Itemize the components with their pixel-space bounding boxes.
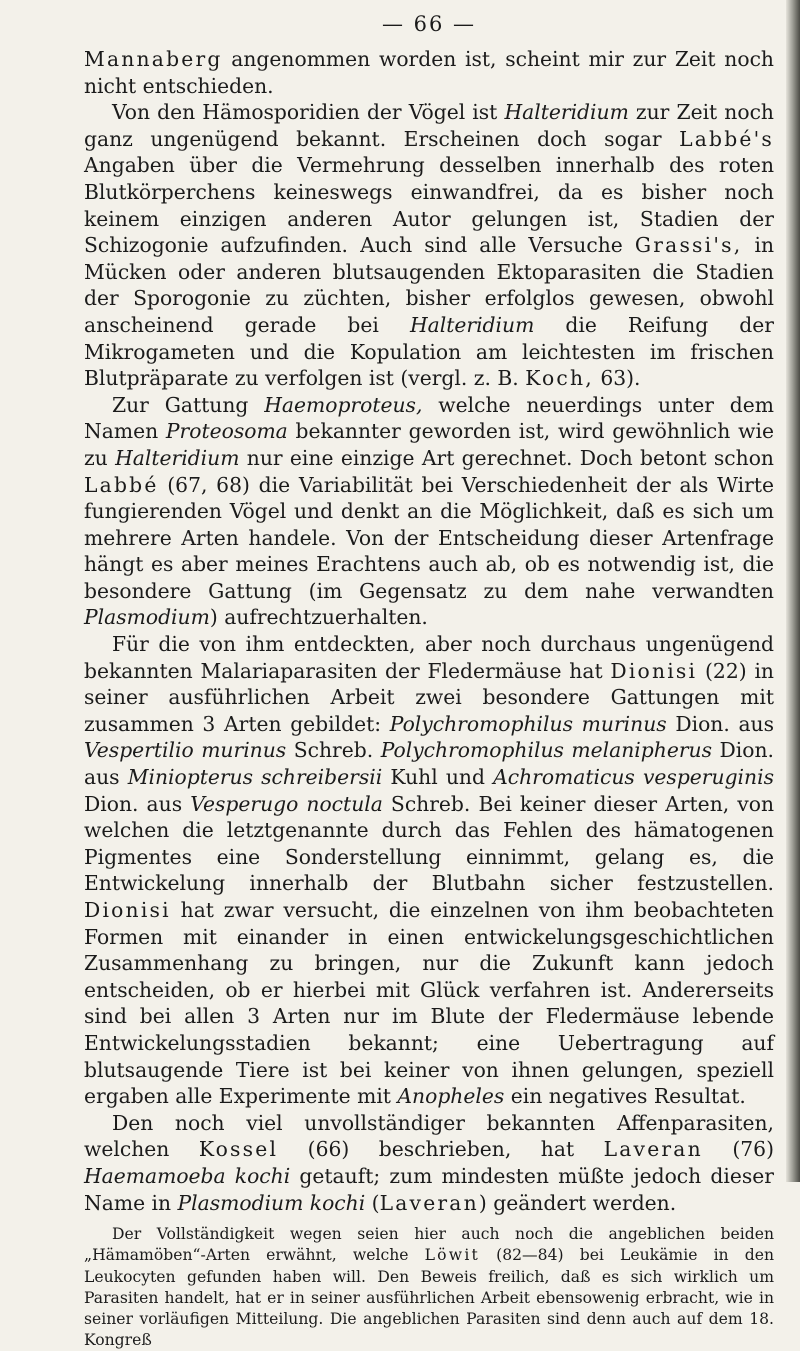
text-run: Von den Hämosporidien der Vögel ist: [112, 100, 505, 125]
taxon-name: Halteridium: [115, 445, 240, 470]
text-run: Schreb. Bei keiner dieser Arten, von welchen die letztgenannte durch das Fehlen des hämatogenen Pigmentes eine Sonderstellung einnimmt, gelang es, die Entwickelung innerhalb der Blutbahn sicher festzustellen.: [84, 791, 775, 896]
text-run: ein negatives Resultat.: [504, 1084, 746, 1109]
text-run: (66) beschrieben, hat: [278, 1137, 604, 1162]
text-run: (: [365, 1190, 380, 1215]
paragraph-4: [84, 631, 774, 1110]
footnote: [84, 1224, 774, 1351]
taxon-name: Proteosoma: [165, 419, 288, 444]
taxon-name: Vespertilio murinus: [84, 738, 287, 763]
author-name: Dionisi: [84, 898, 171, 922]
text-run: Zur Gattung: [112, 392, 265, 417]
page-number: — 66 —: [381, 12, 477, 36]
text-run: Dion. aus: [666, 711, 775, 736]
footnote-text: [84, 1224, 774, 1351]
paragraph-5: [84, 1110, 774, 1216]
taxon-name: Plasmodium: [84, 605, 210, 630]
text-run: ) geändert werden.: [478, 1190, 677, 1215]
author-name: Dionisi: [610, 658, 698, 683]
paragraph-1: [84, 46, 774, 99]
text-run: bekannter geworden ist, wird gewöhnlich wie zu: [84, 419, 774, 470]
text-run: Dion. aus: [84, 791, 191, 816]
text-run: hat zwar versucht, die einzelnen von ihm beobachteten Formen mit einander in einen entwickelungsgeschichtlichen Zusammenhang zu bringen, nur die Zukunft kann jedoch entscheiden, ob er hierbei mit Glück verfahren ist. Andererseits sind bei allen 3 Arten nur im Blute der Fledermäuse lebende Entwickelungsstadien bekannt; eine Uebertragung auf blutsaugende Tiere ist bei keiner von ihnen gelungen, speziell ergaben alle Experimente mit: [84, 898, 774, 1109]
author-name: Kossel: [198, 1137, 279, 1162]
taxon-name: Achromaticus vesperuginis: [493, 765, 774, 790]
taxon-name: Halteridium: [504, 100, 629, 125]
body-text: [84, 46, 774, 1216]
text-run: Kuhl und: [382, 765, 494, 790]
text-run: Schreb.: [286, 738, 381, 763]
text-run: (76): [702, 1137, 775, 1162]
text-run: ) aufrechtzuerhalten.: [209, 605, 428, 630]
text-run: (22) in seiner ausführlichen Arbeit zwei besondere Gattungen mit zusammen 3 Arten gebildet:: [84, 658, 774, 736]
author-name: Mannaberg: [84, 47, 223, 71]
author-name: Laveran: [603, 1137, 703, 1162]
text-run: getauft; zum mindesten müßte jedoch dieser Name in: [84, 1163, 774, 1215]
paragraph-2: [84, 99, 774, 392]
author-name: Labbé: [84, 472, 159, 497]
text-run: 63).: [593, 366, 641, 391]
text-run: Den noch viel unvollständiger bekannten Affenparasiten, welchen: [84, 1110, 774, 1162]
paragraph-3: [84, 392, 774, 631]
text-run: angenommen worden ist, scheint mir zur Zeit noch nicht entschieden.: [84, 47, 774, 98]
text-run: zur Zeit noch ganz ungenügend bekannt. Erscheinen doch sogar: [84, 100, 774, 151]
author-name: Labbé's: [679, 126, 774, 151]
text-run: (82—84) bei Leukämie in den Leukocyten gefunden haben will. Den Beweis freilich, daß es sich wirklich um Parasiten handelt, hat er in seiner ausführlichen Arbeit ebensowenig erbracht, wie in seiner vorläufigen Mitteilung. Die angeblichen Parasiten sind denn auch auf dem 18. Kongreß: [84, 1246, 774, 1350]
author-name: Koch,: [525, 366, 594, 391]
taxon-name: Plasmodium kochi: [177, 1190, 366, 1215]
text-run: Der Vollständigkeit wegen seien hier auch noch die angeblichen beiden „Hämamöben“-Arten erwähnt, welche: [84, 1225, 774, 1265]
text-run: (67, 68) die Variabilität bei Verschiedenheit der als Wirte fungierenden Vögel und denkt an die Möglichkeit, daß es sich um mehrere Arten handele. Von der Entscheidung dieser Artenfrage hängt es aber meines Erachtens auch ab, ob es notwendig ist, die besondere Gattung (im Gegensatz zu dem nahe verwandten: [84, 472, 774, 603]
taxon-name: Vesperugo noctula: [190, 791, 383, 816]
taxon-name: Polychromophilus murinus: [389, 711, 667, 736]
author-name: Löwit: [424, 1246, 480, 1265]
taxon-name: Polychromophilus melanipherus: [380, 738, 713, 763]
text-run: welche neuerdings unter dem Namen: [84, 392, 774, 444]
taxon-name: Halteridium: [409, 312, 535, 337]
taxon-name: Miniopterus schreibersii: [127, 765, 383, 790]
text-run: Für die von ihm entdeckten, aber noch durchaus ungenügend bekannten Malariaparasiten der Fledermäuse hat: [84, 632, 774, 683]
taxon-name: Anopheles: [397, 1084, 505, 1109]
text-run: in Mücken oder anderen blutsaugenden Ektoparasiten die Stadien der Sporogonie zu züchten, bisher erfolglos gewesen, obwohl anscheinend gerade bei: [84, 233, 775, 337]
page-edge-shadow: [786, 0, 800, 1182]
author-name: Grassi's,: [634, 233, 743, 258]
text-run: Dion. aus: [84, 738, 774, 790]
taxon-name: Haemamoeba kochi: [84, 1163, 291, 1188]
author-name: Laveran: [379, 1190, 479, 1215]
text-run: nur eine einzige Art gerechnet. Doch betont schon: [239, 445, 774, 470]
book-page: [84, 12, 774, 1351]
text-run: Angaben über die Vermehrung desselben innerhalb des roten Blutkörperchens keineswegs einwandfrei, da es bisher noch keinem einzigen anderen Autor gelungen ist, Stadien der Schizogonie aufzufinden. Auch sind alle Versuche: [84, 153, 774, 258]
text-run: die Reifung der Mikrogameten und die Kopulation am leichtesten im frischen Blutpräparate zu verfolgen ist (vergl. z. B.: [84, 312, 774, 391]
taxon-name: Haemoproteus,: [264, 392, 423, 417]
